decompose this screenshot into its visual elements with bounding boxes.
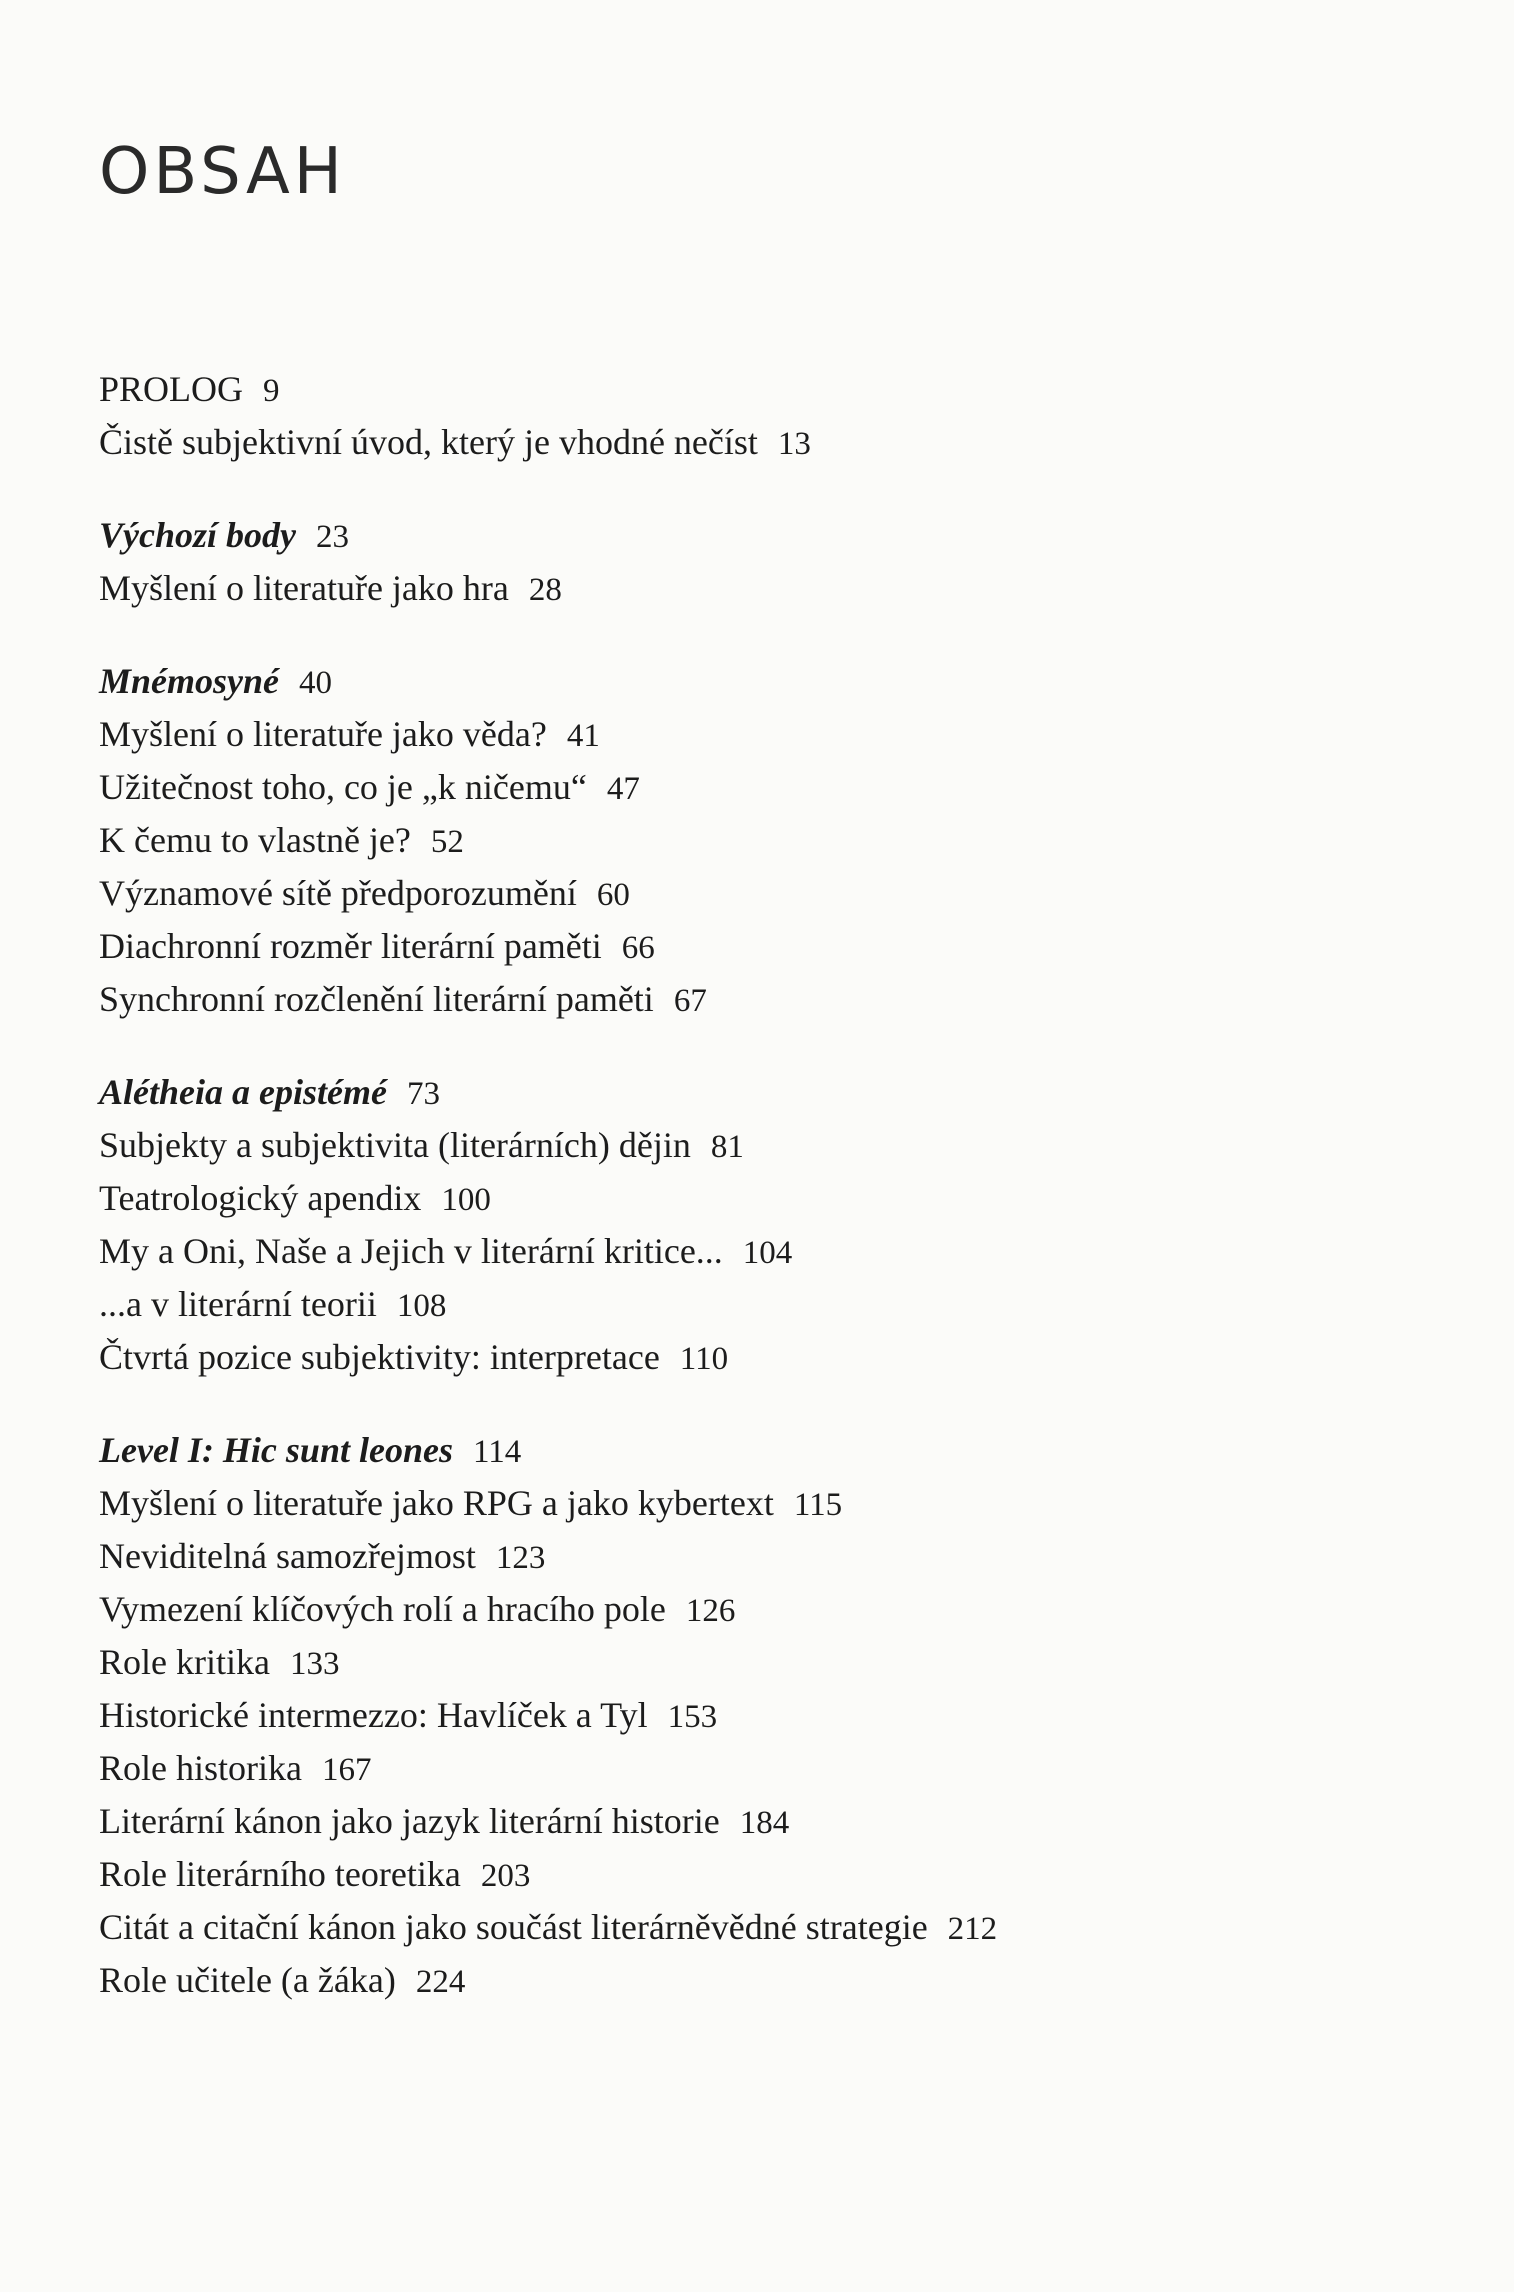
toc-entry-label: Užitečnost toho, co je „k ničemu“	[99, 767, 587, 807]
toc-entry-label: Teatrologický apendix	[99, 1178, 422, 1218]
toc-page-number: 47	[606, 771, 640, 807]
toc-page-number: 108	[396, 1288, 447, 1324]
toc-entry-label: Diachronní rozměr literární paměti	[99, 926, 602, 966]
toc-page-number: 153	[667, 1699, 718, 1735]
toc-page-number: 212	[947, 1911, 998, 1947]
toc-page-number: 133	[289, 1646, 340, 1682]
toc-entry-label: Myšlení o literatuře jako věda?	[99, 714, 547, 754]
toc-entry-label: Mnémosyné	[99, 661, 279, 701]
toc-entry-label: Literární kánon jako jazyk literární historie	[99, 1801, 720, 1841]
toc-section	[99, 364, 1479, 470]
toc-entry	[99, 1955, 1479, 2008]
toc-entry	[99, 1743, 1479, 1796]
toc-section	[99, 1067, 1479, 1385]
toc-entry-label: Výchozí body	[99, 515, 296, 555]
toc-entry	[99, 762, 1479, 815]
toc-page-number: 123	[495, 1540, 546, 1576]
toc-section-heading	[99, 656, 1479, 709]
toc-entry-label: Alétheia a epistémé	[99, 1072, 387, 1112]
toc-entry	[99, 364, 1479, 417]
toc-entry-label: Synchronní rozčlenění literární paměti	[99, 979, 654, 1019]
toc-page-number: 184	[739, 1805, 790, 1841]
toc-entry	[99, 868, 1479, 921]
toc-entry	[99, 1279, 1479, 1332]
toc-entry-label: Myšlení o literatuře jako hra	[99, 568, 509, 608]
toc-entry-label: Role literárního teoretika	[99, 1854, 461, 1894]
toc-page-number: 52	[430, 824, 464, 860]
toc-entry-label: Významové sítě předporozumění	[99, 873, 577, 913]
toc-entry-label: Subjekty a subjektivita (literárních) dějin	[99, 1125, 691, 1165]
toc-entry-label: Myšlení o literatuře jako RPG a jako kybertext	[99, 1483, 774, 1523]
toc-page-number: 13	[777, 426, 811, 462]
toc-page-number: 9	[263, 373, 280, 409]
toc-page-number: 126	[685, 1593, 736, 1629]
table-of-contents	[99, 364, 1479, 2048]
toc-entry	[99, 1690, 1479, 1743]
toc-entry	[99, 417, 1479, 470]
toc-entry	[99, 1332, 1479, 1385]
toc-entry	[99, 1173, 1479, 1226]
toc-entry	[99, 563, 1479, 616]
toc-entry-label: K čemu to vlastně je?	[99, 820, 411, 860]
toc-section-heading	[99, 1425, 1479, 1478]
toc-section	[99, 510, 1479, 616]
toc-entry-label: PROLOG	[99, 369, 244, 409]
toc-entry-label: Citát a citační kánon jako součást literárněvědné strategie	[99, 1907, 928, 1947]
toc-entry	[99, 709, 1479, 762]
toc-section-heading	[99, 510, 1479, 563]
toc-entry	[99, 1849, 1479, 1902]
toc-page-number: 73	[406, 1076, 440, 1112]
toc-entry	[99, 1531, 1479, 1584]
toc-entry	[99, 1637, 1479, 1690]
toc-entry	[99, 1584, 1479, 1637]
toc-page-number: 104	[742, 1235, 793, 1271]
toc-page-number: 23	[315, 519, 349, 555]
toc-entry-label: Role kritika	[99, 1642, 270, 1682]
toc-entry-label: Čtvrtá pozice subjektivity: interpretace	[99, 1337, 660, 1377]
toc-page-number: 28	[528, 572, 562, 608]
toc-entry	[99, 1120, 1479, 1173]
toc-page-number: 100	[441, 1182, 491, 1218]
toc-entry-label: Neviditelná samozřejmost	[99, 1536, 476, 1576]
toc-entry-label: Historické intermezzo: Havlíček a Tyl	[99, 1695, 648, 1735]
toc-entry	[99, 921, 1479, 974]
toc-page-number: 41	[566, 718, 600, 754]
page-title: OBSAH	[99, 135, 346, 209]
toc-entry-label: Role historika	[99, 1748, 302, 1788]
toc-page-number: 167	[321, 1752, 372, 1788]
toc-entry	[99, 1226, 1479, 1279]
toc-page-number: 115	[793, 1487, 843, 1523]
toc-entry	[99, 815, 1479, 868]
toc-entry-label: Role učitele (a žáka)	[99, 1960, 396, 2000]
toc-page-number: 40	[299, 665, 332, 701]
toc-section-heading	[99, 1067, 1479, 1120]
toc-entry-label: ...a v literární teorii	[99, 1284, 377, 1324]
toc-entry-label: My a Oni, Naše a Jejich v literární kritice...	[99, 1231, 723, 1271]
toc-entry	[99, 1796, 1479, 1849]
toc-section	[99, 1425, 1479, 2008]
toc-page-number: 60	[596, 877, 630, 913]
toc-entry-label: Level I: Hic sunt leones	[99, 1430, 453, 1470]
toc-section	[99, 656, 1479, 1027]
toc-page-number: 67	[673, 983, 707, 1019]
toc-entry-label: Čistě subjektivní úvod, který je vhodné nečíst	[99, 422, 758, 462]
toc-page-number: 203	[480, 1858, 531, 1894]
toc-page-number: 224	[415, 1964, 466, 2000]
toc-page-number: 114	[472, 1434, 522, 1470]
toc-page-number: 110	[679, 1341, 729, 1377]
toc-page-number: 81	[710, 1129, 744, 1165]
toc-entry-label: Vymezení klíčových rolí a hracího pole	[99, 1589, 666, 1629]
toc-entry	[99, 1902, 1479, 1955]
toc-entry	[99, 1478, 1479, 1531]
toc-entry	[99, 974, 1479, 1027]
toc-page-number: 66	[621, 930, 655, 966]
